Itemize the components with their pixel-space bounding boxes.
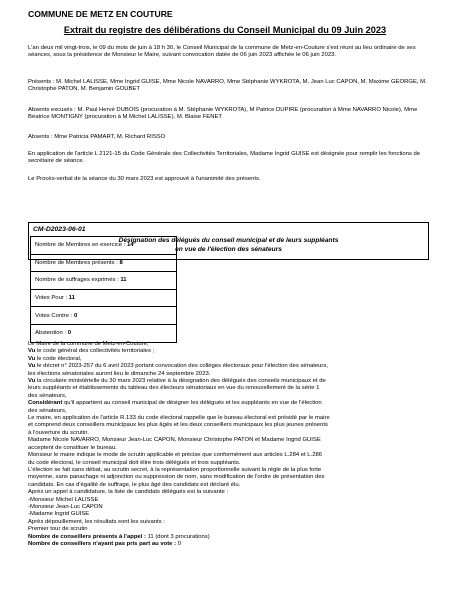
vote-value: 0 <box>67 330 72 337</box>
body-line: Après dépouillement, les résultats sont les suivants : <box>28 518 165 525</box>
body-line <box>28 541 430 548</box>
candidate-item: -Madame Ingrid GUISE <box>28 511 90 518</box>
table-row <box>31 272 177 290</box>
result-label: Nombre de conseillers n'ayant pas pris part au vote : <box>28 540 177 547</box>
body-line <box>28 400 430 407</box>
presents-paragraph: Présents : M. Michel LALISSE, Mme Ingrid GUISE, Mme Nicole NAVARRO, Mme Stéphanie WYKROTA, M. Jean Luc CAPON, M. Maxime GEORGE, M. Christophe PATON, M. Benjamin GOUBET <box>28 79 427 93</box>
vote-label: Nombre de suffrages exprimés : <box>35 277 119 284</box>
vote-value: 11 <box>68 295 75 302</box>
deliberation-subject-line2: en vue de l'élection des sénateurs <box>175 246 282 253</box>
body-line: des sénateurs, <box>28 392 67 399</box>
vote-cell <box>31 307 177 325</box>
table-row <box>31 237 177 255</box>
body-line <box>28 363 430 370</box>
body-line <box>28 348 430 355</box>
intro-paragraph: L'an deux mil vingt-trois, le 09 du mois de juin à 18 h 30, le Conseil Municipal de la commune de Metz-en-Couture s'est réuni au lieu ordinaire de ses séances, sous la présidence de Monsieur le Maire, suivant convocation datée de 06 juin 2023 affichée le 06 juin 2023. <box>28 45 416 59</box>
body-text: le décret n° 2023-257 du 6 avril 2023 portant convocation des collèges électoraux pour l'élection des sénateurs, <box>35 363 328 370</box>
table-row <box>31 324 177 342</box>
body-line <box>28 356 430 363</box>
commune-name: COMMUNE DE METZ EN COUTURE <box>28 9 173 19</box>
vu-label: Vu <box>28 348 36 355</box>
result-value: 11 (dont 3 procurations) <box>145 533 210 540</box>
body-line: moyenne, sans panachage ni adjonction ou suppression de nom, sans modification de l'ordre de présentation des <box>28 474 325 481</box>
body-line: Le maire, en application de l'article R.133 du code électoral rappelle que le bureau électoral est présidé par le maire <box>28 415 330 422</box>
votes-table <box>30 236 177 343</box>
body-text: la circulaire ministérielle du 30 mars 2023 relative à la désignation des délégués des conseils municipaux et de <box>35 378 326 385</box>
body-line: à l'ouverture du scrutin. <box>28 429 90 436</box>
result-value: 0 <box>176 540 181 547</box>
vote-value: 14 <box>127 242 134 249</box>
body-line: L'élection se fait sans débat, au scrutin secret, à la représentation proportionnelle suivant la règle de la plus forte <box>28 466 322 473</box>
table-row <box>31 307 177 325</box>
vu-label: Vu <box>28 355 36 362</box>
body-text: qu'il appartient au conseil municipal de désigner les délégués et les suppléants en vue de l'élection <box>62 400 322 407</box>
vote-label: Abstention : <box>35 330 67 337</box>
body-line: candidats. En cas d'égalité de suffrage, le plus âgé des candidats est déclaré élu. <box>28 481 241 488</box>
table-row <box>31 254 177 272</box>
deliberation-body <box>28 341 430 548</box>
vote-label: Votes Pour : <box>35 295 68 302</box>
absents-paragraph: Absents : Mme Patricia PAMART, M. Richard RISSO <box>28 134 166 140</box>
body-line: Madame Nicole NAVARRO, Monsieur Jean-Luc CAPON, Monsieur Christophe PATON et Madame Ingrid GUISE <box>28 437 321 444</box>
vote-label: Votes Contre : <box>35 312 73 319</box>
pv-paragraph: Le Procès-verbal de la séance du 30 mars 2023 est approuvé à l'unanimité des présents. <box>28 176 261 182</box>
excuses-paragraph: Absents excusés : M. Paul Hervé DUBOIS (procuration à M. Stéphanie WYKROTA), M Patrice DUPIRE (procuration à Mme NAVARRO Nicole), Mme Béatrice MONTIGNY (procuration à M Michel LALISSE), M. Blaise FENET <box>28 107 418 121</box>
body-line: Monsieur le maire indique le mode de scrutin applicable et précise que conformément aux articles L.284 et L.286 <box>28 452 323 459</box>
considerant-label: Considérant <box>28 400 63 407</box>
candidate-item: -Monsieur Michel LALISSE <box>28 496 99 503</box>
body-line <box>28 534 430 541</box>
body-line: Après un appel à candidature, la liste de candidats délégués est la suivante : <box>28 489 229 496</box>
body-line: du code électoral, le conseil municipal doit élire trois délégués et trois suppléants. <box>28 459 241 466</box>
vote-cell <box>31 237 177 255</box>
vote-value: 8 <box>119 259 123 266</box>
document-title: Extrait du registre des délibérations du Conseil Municipal du 09 Juin 2023 <box>63 25 387 35</box>
body-line: Le Maire de la commune de Metz-en-Couture, <box>28 341 149 347</box>
vote-cell <box>31 254 177 272</box>
vote-label: Nombre de Membres en exercice : <box>35 242 126 249</box>
body-line <box>28 378 430 385</box>
body-line: les élections sénatoriales auront lieu le dimanche 24 septembre 2023. <box>28 370 211 377</box>
deliberation-id: CM-D2023-06-01 <box>33 226 86 233</box>
vote-value: 0 <box>73 312 78 319</box>
vote-value: 11 <box>120 277 127 284</box>
body-line: des sénateurs, <box>28 407 67 414</box>
vu-label: Vu <box>28 378 36 385</box>
body-text: le code électoral, <box>35 355 82 362</box>
vote-cell <box>31 272 177 290</box>
vote-label: Nombre de Membres présents : <box>35 259 118 266</box>
body-text: le code général des collectivités territoriales ; <box>35 348 155 355</box>
candidate-item: -Monsieur Jean-Luc CAPON <box>28 503 103 510</box>
secretaire-paragraph: En application de l'article L 2121-15 du Code Générale des Collectivités Territoriales, Madame Ingrid GUISE est désignée pour remplir les fonctions de secrétaire de séance. <box>28 151 421 165</box>
vote-cell <box>31 289 177 307</box>
result-label: Nombre de conseillers présents à l'appel : <box>28 533 146 540</box>
deliberation-subject-line1: Désignation des délégués du conseil municipal et de leurs suppléants <box>118 237 339 244</box>
table-row <box>31 289 177 307</box>
body-line: Premier tour de scrutin <box>28 526 88 533</box>
body-line: et comprend deux conseillers municipaux les plus âgés et les deux conseillers municipaux les plus jeunes présents <box>28 422 328 429</box>
body-line: leurs suppléants et établissements du tableau des électeurs sénatoriaux en vue du renouvellement de la série 1 <box>28 385 320 392</box>
body-line: acceptent de constituer le bureau. <box>28 444 117 451</box>
vote-cell <box>31 324 177 342</box>
vu-label: Vu <box>28 363 36 370</box>
